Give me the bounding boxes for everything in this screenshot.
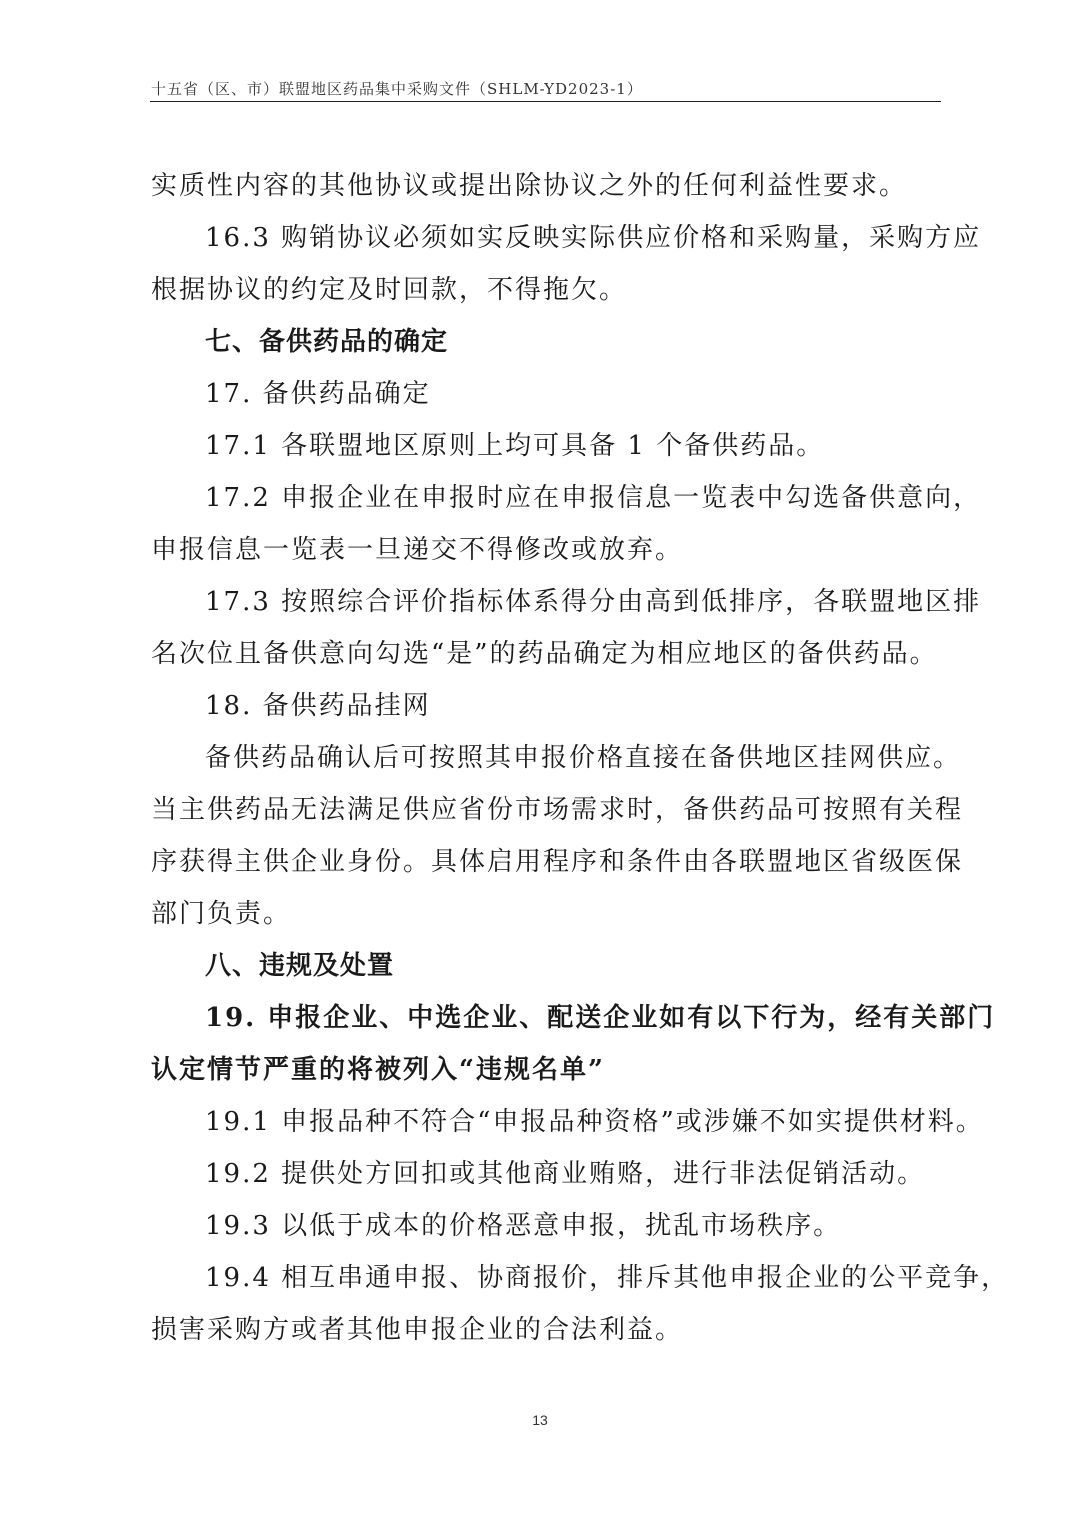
clause-19-title-continued: 认定情节严重的将被列入“违规名单” bbox=[151, 1055, 605, 1085]
paragraph-line: 根据协议的约定及时回款，不得拖欠。 bbox=[151, 275, 628, 305]
clause-17-3-line: 17.3 按照综合评价指标体系得分由高到低排序，各联盟地区排 bbox=[205, 587, 982, 617]
paragraph-line: 名次位且备供意向勾选“是”的药品确定为相应地区的备供药品。 bbox=[151, 639, 938, 669]
header-rule bbox=[150, 101, 941, 102]
clause-17-title: 17. 备供药品确定 bbox=[205, 379, 431, 409]
paragraph-line: 实质性内容的其他协议或提出除协议之外的任何利益性要求。 bbox=[151, 171, 908, 201]
body-text bbox=[151, 160, 1010, 1356]
clause-19-3-line: 19.3 以低于成本的价格恶意申报，扰乱市场秩序。 bbox=[205, 1211, 842, 1241]
section-heading-8: 八、违规及处置 bbox=[205, 951, 395, 981]
clause-17-2-line: 17.2 申报企业在申报时应在申报信息一览表中勾选备供意向， bbox=[205, 483, 982, 513]
clause-19-title: 19. 申报企业、中选企业、配送企业如有以下行为，经有关部门 bbox=[205, 1003, 996, 1033]
clause-17-1-line: 17.1 各联盟地区原则上均可具备 1 个备供药品。 bbox=[205, 431, 825, 461]
paragraph-line: 备供药品确认后可按照其申报价格直接在备供地区挂网供应。 bbox=[205, 743, 962, 773]
paragraph-line: 当主供药品无法满足供应省份市场需求时，备供药品可按照有关程 bbox=[151, 795, 964, 825]
page-number: 13 bbox=[532, 1412, 548, 1428]
section-heading-7: 七、备供药品的确定 bbox=[205, 327, 449, 357]
clause-19-1-line: 19.1 申报品种不符合“申报品种资格”或涉嫌不如实提供材料。 bbox=[205, 1107, 984, 1137]
paragraph-line: 序获得主供企业身份。具体启用程序和条件由各联盟地区省级医保 bbox=[151, 847, 964, 877]
paragraph-line: 损害采购方或者其他申报企业的合法利益。 bbox=[151, 1315, 684, 1345]
clause-19-4-line: 19.4 相互串通申报、协商报价，排斥其他申报企业的公平竞争， bbox=[205, 1263, 1010, 1293]
paragraph-line: 部门负责。 bbox=[151, 899, 292, 929]
clause-16-3-line: 16.3 购销协议必须如实反映实际供应价格和采购量，采购方应 bbox=[205, 223, 982, 253]
paragraph-line: 申报信息一览表一旦递交不得修改或放弃。 bbox=[151, 535, 684, 565]
running-header: 十五省（区、市）联盟地区药品集中采购文件（SHLM-YD2023-1） bbox=[151, 80, 643, 98]
clause-18-title: 18. 备供药品挂网 bbox=[205, 691, 431, 721]
clause-19-2-line: 19.2 提供处方回扣或其他商业贿赂，进行非法促销活动。 bbox=[205, 1159, 926, 1189]
